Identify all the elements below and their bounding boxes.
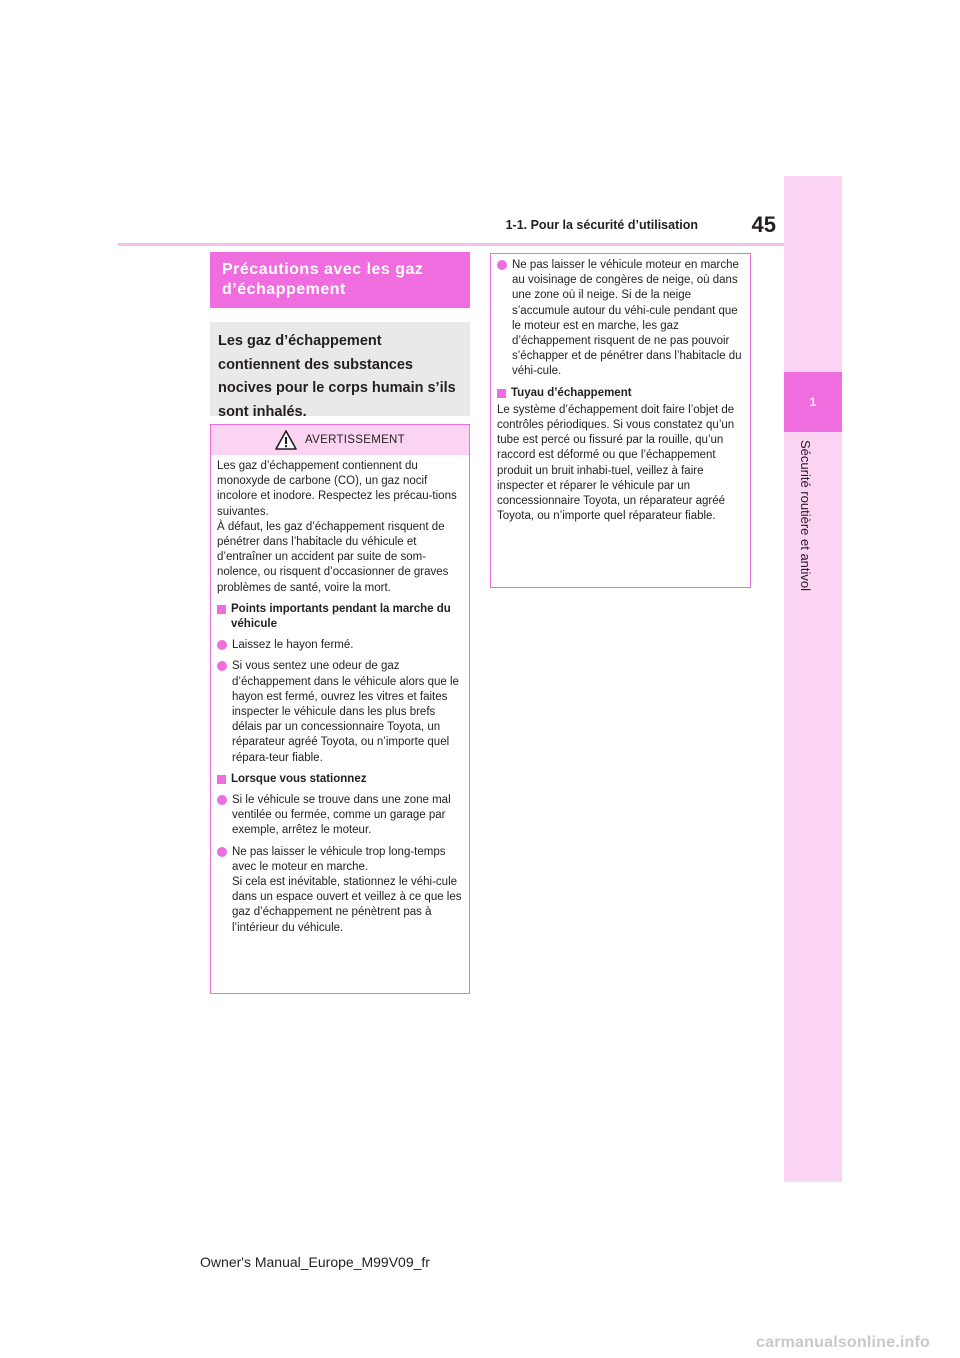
list-item-text: Si le véhicule se trouve dans une zone mal ventilée ou fermée, comme un garage par exemple, arrêtez le moteur.: [232, 794, 451, 837]
section-title-line-1: Précautions avec les gaz: [222, 261, 424, 278]
list-item: [217, 845, 463, 936]
warning-box: [210, 424, 470, 994]
page-number: 45: [751, 212, 776, 237]
intro-box: [210, 322, 470, 420]
warning-triangle-icon: [275, 430, 297, 450]
page-footer: Owner's Manual_Europe_M99V09_fr: [200, 1254, 430, 1270]
round-bullet-icon: [217, 640, 227, 650]
exhaust-pipe-heading: [497, 386, 744, 401]
watermark: carmanualsonline.info: [756, 1334, 931, 1351]
warning-heading-parking: [217, 772, 463, 787]
warning-body-continued: [491, 254, 750, 524]
warning-body: [211, 455, 469, 936]
intro-line-4: sont inhalés.: [218, 403, 307, 420]
exhaust-pipe-text: Le système d’échappement doit faire l’objet de contrôles périodiques. Si vous constatez qu’un tube est percé ou fissuré par la rouille, qu’un raccord est déformé ou que l’échappement produit un bruit inhabi-tuel, veillez à faire inspecter et réparer le véhicule par un concessionnaire Toyota, un réparateur agréé Toyota, ou n’importe quel réparateur fiable.: [497, 403, 735, 523]
list-item-text: Si vous sentez une odeur de gaz d’échappement dans le véhicule alors que le hayon est fermé, ouvrez les vitres et faites inspecter le véhicule dans les plus brefs délais par un concessionnaire Toyota, un réparateur agréé Toyota, ou n’importe quel répara-teur fiable.: [232, 660, 459, 764]
warning-intro: Les gaz d’échappement contiennent du monoxyde de carbone (CO), un gaz nocif incolore et inodore. Respectez les précau-tions suivantes.: [217, 460, 457, 518]
warning-heading-driving: [217, 602, 463, 632]
list-item-text: Laissez le hayon fermé.: [232, 639, 354, 652]
warning-heading-parking-text: Lorsque vous stationnez: [231, 772, 367, 785]
square-bullet-icon: [497, 389, 506, 398]
side-tab-number: 1: [809, 395, 817, 409]
list-item-text: [232, 845, 463, 936]
intro-line-3: nocives pour le corps humain s’ils: [218, 380, 456, 396]
section-title-line-2: d’échappement: [222, 281, 346, 298]
list-item: [217, 793, 463, 839]
warning-label: AVERTISSEMENT: [305, 434, 405, 446]
header-rule: [118, 243, 784, 246]
chapter-title: 1-1. Pour la sécurité d’utilisation: [505, 218, 698, 232]
side-tab: [784, 176, 842, 1182]
exhaust-pipe-heading-text: Tuyau d’échappement: [511, 386, 632, 399]
warning-box-continued: [490, 253, 751, 588]
round-bullet-icon: [217, 661, 227, 671]
section-title: [210, 252, 470, 308]
warning-header: [211, 425, 469, 455]
intro-line-2: contiennent des substances: [218, 356, 413, 373]
warning-intro-2: À défaut, les gaz d’échappement risquent de pénétrer dans l’habitacle du véhicule et d’entraîner un accident par suite de som-nolence, ou risquent d’occasionner de graves problèmes de santé, voire la mort.: [217, 520, 449, 594]
list-item: [217, 659, 463, 765]
square-bullet-icon: [217, 605, 226, 614]
list-item-text-part-2: Si cela est inévitable, stationnez le véhi-cule dans un espace ouvert et veillez à ce que les gaz d’échappement ne pénètrent pas à l’intérieur du véhicule.: [232, 876, 462, 934]
round-bullet-icon: [497, 260, 507, 270]
intro-line-1: Les gaz d’échappement: [218, 333, 382, 349]
warning-heading-driving-text: Points importants pendant la marche du véhicule: [231, 602, 451, 631]
list-item: [497, 258, 744, 380]
side-tab-label: Sécurité routière et antivol: [798, 440, 813, 592]
square-bullet-icon: [217, 775, 226, 784]
list-item-text-part-1: Ne pas laisser le véhicule trop long-temps avec le moteur en marche.: [232, 845, 446, 873]
list-item: [217, 638, 463, 653]
list-item-text: Ne pas laisser le véhicule moteur en marche au voisinage de congères de neige, où dans une zone où il neige. Si de la neige s’accumule autour du véhi-cule pendant que le moteur est en marche, les gaz d’échappement risquent de ne pas pouvoir s’échapper et de pénétrer dans l’habitacle du véhi-cule.: [512, 259, 742, 378]
round-bullet-icon: [217, 847, 227, 857]
round-bullet-icon: [217, 795, 227, 805]
